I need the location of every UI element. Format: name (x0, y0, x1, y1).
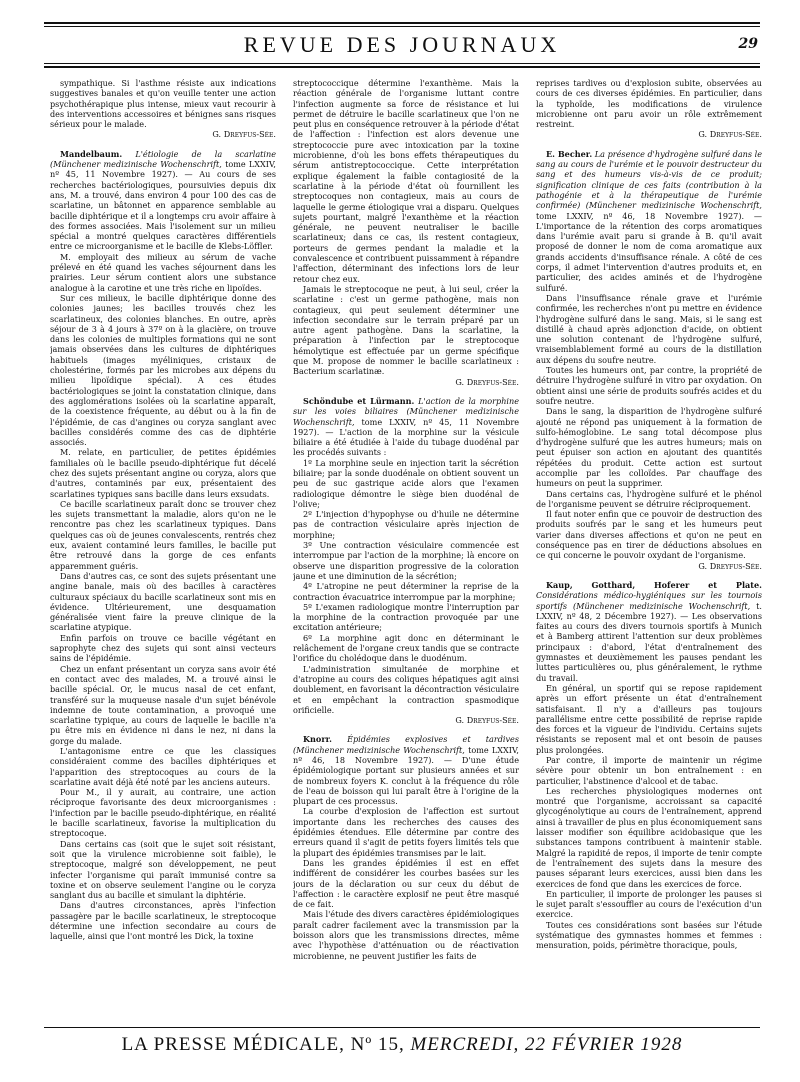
article-body: tome LXXIV, nº 46, 18 Novembre 1927). — D'une étude épidémiologique portant sur plusieurs années et sur de nombreux foyers K. conclut à la fréquence du rôle de l'eau de boisson qui lui paraît être à l'origine de la plupart de ces processus. (293, 744, 519, 807)
article-title: Considérations médico-hygiéniques sur les tournois sportifs (536, 590, 762, 611)
paragraph: Il faut noter enfin que ce pouvoir de destruction des produits soufrés par le sang et les humeurs peut varier dans diverses affections et qu'on ne peut en conséquence pas en tirer de déductions absolues en ce qui concerne le pouvoir oxydant de l'organisme. (536, 509, 762, 561)
article-title: L'étiologie de la scarlatine (135, 148, 276, 159)
article-paragraph (293, 396, 519, 458)
article-body: tome LXXIV, nº 45, 11 Novembre 1927). — Au cours de ses recherches bactériologiques, poursuivies depuis dix ans, M. a trouvé, dans environ 4 pour 100 des cas de scarlatine, un bâtonnet en apparence semblable au bacille diphtérique et il a longtemps cru avoir affaire à des formes associées. Mais l'isolement sur un milieu spécial a montré quelques caractères différentiels entre ce microorganisme et le bacille de Klebs-Löffler. (50, 159, 276, 252)
signature: G. Dreyfus-Sée. (455, 715, 519, 726)
article-paragraph (293, 734, 519, 806)
paragraph: Toutes les humeurs ont, par contre, la propriété de détruire l'hydrogène sulfuré in vitro par oxydation. On obtient ainsi une série de produits soufrés acides et du soufre neutre. (536, 365, 762, 406)
article-author: Kaup, Gotthard, Hoferer et Plate. (546, 579, 762, 590)
paragraph: M. relate, en particulier, de petites épidémies familiales où le bacille pseudo-diphtérique fut décelé chez des sujets présentant angine ou coryza, alors que d'autres, contaminés par eux, présentaient des scarlatines typiques sans bacille dans leurs exsudats. (50, 447, 276, 499)
paragraph: 3º Une contraction vésiculaire commencée est interrompue par l'action de la morphine; là encore on observe une disparition progressive de la coloration jaune et une diminution de la sécrétion; (293, 540, 519, 581)
paragraph: 4º L'atropine ne peut déterminer la reprise de la contraction évacuatrice interrompue par la morphine; (293, 581, 519, 602)
paragraph: En général, un sportif qui se repose rapidement après un effort présente un état d'entraînement satisfaisant. Il n'y a d'ailleurs pas toujours parallélisme entre cette possibilité de reprise rapide des forces et la vigueur de l'individu. Certains sujets résistants se reposent mal et ont besoin de pauses plus prolongées. (536, 682, 762, 755)
footer-date: MERCREDI, 22 FÉVRIER 1928 (410, 1034, 683, 1055)
page-number: 29 (738, 36, 758, 52)
paragraph: Par contre, il importe de maintenir un régime sévère pour obtenir un bon entraînement : en particulier, l'abstinence d'alcool et de tabac. (536, 755, 762, 786)
article-paragraph (50, 149, 276, 252)
paragraph: 2º L'injection d'hypophyse ou d'huile ne détermine pas de contraction vésiculaire après injection de morphine; (293, 509, 519, 540)
column-3 (536, 78, 762, 1026)
paragraph: 5º L'examen radiologique montre l'interruption par la morphine de la contraction provoquée par une excitation antérieure; (293, 601, 519, 633)
column-1 (50, 78, 276, 1026)
article-title: La présence d'hydrogène sulfuré dans le sang au cours de l'urémie et le pouvoir destructeur du sang et des humeurs vis-à-vis de ce produit; signification clinique de ces faits (contribution à la pathogénie et à la thérapeutique de l'urémie confirmée) (536, 148, 762, 211)
paragraph: Dans certains cas, l'hydrogène sulfuré et le phénol de l'organisme peuvent se détruire réciproquement. (536, 488, 762, 509)
paragraph: sympathique. Si l'asthme résiste aux indications suggestives banales et qu'on veuille tenter une action psychothérapique plus intense, mieux vaut recourir à des interventions accessoires et bénignes sans risques sérieux pour le malade. (50, 78, 276, 130)
paragraph: Chez un enfant présentant un coryza sans avoir été en contact avec des malades, M. a trouvé ainsi le bacille spécial. Or, le mucus nasal de cet enfant, transféré sur la muqueuse nasale d'un sujet bénévole indemne de toute contamination, a provoqué une scarlatine typique, au cours de laquelle le bacille n'a pu être mis en évidence ni dans le nez, ni dans la gorge du malade. (50, 663, 276, 746)
paragraph: Les recherches physiologiques modernes ont montré que l'organisme, accroissant sa capacité glycogénolytique au cours de l'entraînement, apprend ainsi à travailler de plus en plus économiquement sans laisser modifier son équilibre acidobasique que les substances tampons contribuent à maintenir stable. Malgré la rapidité de repos, il importe de tenir compte de l'entraînement des sujets dans la mesure des pauses séparant leurs exercices, aussi bien dans les exercices de fond que dans les exercices de force. (536, 785, 762, 889)
signature: G. Dreyfus-Sée. (455, 376, 519, 387)
article-author: Mandelbaum. (60, 148, 123, 159)
paragraph: Enfin parfois on trouve ce bacille végétant en saprophyte chez des sujets qui sont ainsi vecteurs sains de l'épidémie. (50, 632, 276, 664)
header-rule-bottom-thick (44, 66, 760, 68)
page-footer (44, 1034, 760, 1056)
signature: G. Dreyfus-Sée. (698, 129, 762, 140)
text-columns (50, 78, 762, 1026)
signature: G. Dreyfus-Sée. (698, 560, 762, 571)
paragraph: Ce bacille scarlatineux paraît donc se trouver chez les sujets transmettant la maladie, alors qu'on ne le rencontre pas chez les scarlatineux typiques. Dans quelques cas où de jeunes convalescents, rentrés chez eux, avaient contaminé leurs familles, le bacille put être retrouvé dans la gorge de ces enfants apparemment guéris. (50, 498, 276, 571)
paragraph: M. employait des milieux au sérum de vache prélevé en été quand les vaches séjournent dans les prairies. Leur sérum contient alors une substance analogue à la carotine et une très riche en lipoïdes. (50, 251, 276, 293)
paragraph: En particulier, il importe de prolonger les pauses si le sujet paraît s'essouffler au cours de l'exécution d'un exercice. (536, 888, 762, 920)
paragraph: Dans l'insuffisance rénale grave et l'urémie confirmée, les recherches n'ont pu mettre en évidence l'hydrogène sulfuré dans le sang. Mais, si le sang est distillé à chaud après adjonction d'acide, on obtient une solution contenant de l'hydrogène sulfuré, vraisemblablement formé au cours de la distillation aux dépens du soufre neutre. (536, 292, 762, 365)
paragraph: 1º La morphine seule en injection tarit la sécrétion biliaire; par la sonde duodénale on obtient souvent un peu de suc gastrique acide alors que l'examen radiologique démontre le siège bien duodénal de l'olive; (293, 457, 519, 509)
paragraph: Pour M., il y aurait, au contraire, une action réciproque favorisante des deux microorganismes : l'infection par le bacille pseudo-diphtérique, en réalité le bacille scarlatineux, favorise la multiplication du streptocoque. (50, 787, 276, 839)
footer-journal: LA PRESSE MÉDICALE, Nº 15, (121, 1034, 405, 1055)
column-2 (293, 78, 519, 1026)
article-journal: (Münchener medizinische Wochenschrift, (573, 600, 751, 611)
article-journal: (Münchener medizinische Wochenschrift, (585, 200, 762, 211)
article-body: tome LXXIV, nº 45, 11 Novembre 1927). — L'action de la morphine sur la vésicule biliaire a été étudiée à l'aide du tubage duodénal par les procédés suivants : (293, 416, 519, 458)
article-author: Schöndube et Lürmann. (303, 395, 415, 406)
article-author: E. Becher. (546, 148, 593, 159)
paragraph: Dans les grandes épidémies il est en effet indifférent de considérer les courbes basées sur les jours de la déclaration ou sur ceux du début de l'affection : le caractère explosif ne peut être masqué de ce fait. (293, 857, 519, 910)
header-rule-bottom (44, 63, 760, 64)
article-paragraph (536, 580, 762, 683)
paragraph: Toutes ces considérations sont basées sur l'étude systématique des gymnastes hommes et femmes : mensuration, poids, périmètre thoracique, pouls, (536, 919, 762, 951)
header-rule-top (44, 22, 760, 24)
article-body: t. LXXIV, nº 48, 2 Décembre 1927). — Les observations faites au cours des divers tournois sportifs à Munich et à Bamberg attirent l'attention sur deux problèmes principaux : d'abord, l'état d'entraînement des gymnastes et deuxièmement les pauses pendant les luttes particulières ou, plus généralement, le rythme du travail. (536, 600, 762, 683)
signature: G. Dreyfus-Sée. (212, 129, 276, 140)
paragraph: Dans d'autres cas, ce sont des sujets présentant une angine banale, mais où des bacilles à caractères culturaux spéciaux du bacille scarlatineux sont mis en évidence. Ultérieurement, une desquamation généralisée vient faire la preuve clinique de la scarlatine atypique. (50, 570, 276, 633)
article-paragraph (536, 149, 762, 293)
article-journal: (Münchener medizinische Wochenschrift, (293, 406, 519, 427)
article-body: tome LXXIV, nº 46, 18 Novembre 1927). — L'importance de la rétention des corps aromatiques dans l'urémie avait paru si grande à B. qu'il avait proposé de donner le nom de coma aromatique aux grands accidents d'insuffisance rénale. A côté de ces corps, il admet l'intervention d'autres produits et, en particulier, des acides aminés et de l'hydrogène sulfuré. (536, 210, 762, 293)
paragraph: L'administration simultanée de morphine et d'atropine au cours des coliques hépatiques agit ainsi doublement, en favorisant la décontraction vésiculaire et en empêchant la contraction spasmodique orificielle. (293, 663, 519, 715)
paragraph: Dans d'autres circonstances, après l'infection passagère par le bacille scarlatineux, le streptocoque détermine une infection secondaire au cours de laquelle, ainsi que l'ont montré les Dick, la toxine (50, 900, 276, 942)
paragraph: Dans le sang, la disparition de l'hydrogène sulfuré ajouté ne répond pas uniquement à la formation de sulfo-hémoglobine. Le sang total décompose plus d'hydrogène sulfuré que les autres humeurs; mais on peut épuiser son action en ajoutant des quantités répétées du produit. Cette action est surtout accomplie par les colloïdes. Par chauffage des humeurs on peut la supprimer. (536, 406, 762, 489)
article-journal: (Münchener medizinische Wochenschrift, (50, 159, 222, 170)
paragraph: Mais l'étude des divers caractères épidémiologiques paraît cadrer facilement avec la transmission par la boisson alors que les transmissions directes, même avec l'hypothèse d'atténuation ou de réactivation microbienne, ne peuvent justifier les faits de (293, 909, 519, 961)
article-journal: (Münchener medizinische Wochenschrift, (293, 744, 465, 755)
article-title: Épidémies explosives et tardives (347, 734, 519, 745)
paragraph: Jamais le streptocoque ne peut, à lui seul, créer la scarlatine : c'est un germe pathogène, mais non contagieux, qui peut seulement déterminer une infection secondaire sur le terrain préparé par un autre agent pathogène. Dans la scarlatine, la préparation à l'infection par le streptocoque hémolytique est effectuée par un germe spécifique que M. propose de nommer le bacille scarlatineux : Bacterium scarlatinæ. (293, 283, 519, 377)
header-rule-top-thin (44, 26, 760, 27)
paragraph: L'antagonisme entre ce que les classiques considéraient comme des bacilles diphtériques et l'apparition des streptocoques au cours de la scarlatine avait déjà été noté par les anciens auteurs. (50, 746, 276, 787)
paragraph: streptococcique détermine l'exanthème. Mais la réaction générale de l'organisme luttant contre l'infection augmente sa force de résistance et lui permet de détruire le bacille scarlatineux que l'on ne peut plus en conséquence retrouver à la période d'état de l'affection : l'infection est alors devenue une streptococcie pure avec intoxication par la toxine microbienne, d'où les bons effets thérapeutiques du sérum antistreptococcique. Cette interprétation explique également la faible contagiosité de la scarlatine à la période d'état où fournillent les streptocoques non contagieux, mais au cours de laquelle le germe étiologique vrai a disparu. Quelques sujets pourtant, malgré l'exanthème et la réaction générale, ne peuvent neutraliser le bacille scarlatineux; dans ce cas, ils restent contagieux, porteurs de germes pendant la maladie et la convalescence et contribuent puissamment à répandre l'affection, déterminant des infections lors de leur retour chez eux. (293, 78, 519, 284)
paragraph: La courbe d'explosion de l'affection est surtout importante dans les recherches des causes des épidémies étendues. Elle détermine par contre des erreurs quand il s'agit de petits foyers limités tels que la plupart des épidémies transmises par le lait. (293, 806, 519, 858)
article-title: L'action de la morphine sur les voies biliaires (293, 395, 519, 417)
paragraph: Dans certains cas (soit que le sujet soit résistant, soit que la virulence microbienne soit faible), le streptocoque, malgré son développement, ne peut infecter l'organisme qui paraît immunisé contre sa toxine et on observe seulement l'angine ou le coryza sanglant dus au bacille et simulant la diphtérie. (50, 838, 276, 901)
paragraph: Sur ces milieux, le bacille diphtérique donne des colonies jaunes; les bacilles trouvés chez les scarlatineux, des colonies blanches. En outre, après séjour de 3 à 4 jours à 37º on à la glacière, on trouve dans les colonies de multiples formations qui ne sont jamais observées dans les cultures de diphtériques habituels (images myéliniques, cristaux de cholestérine, formés par les microbes aux dépens du milieu lipoïdique spécial). A ces études bactériologiques se joint la constatation clinique, dans des agglomérations isolées où la scarlatine apparaît, de la coexistence fréquente, au début ou à la fin de l'épidémie, de cas d'angines ou coryza sanglant avec bacilles considérés comme des cas de diphtérie associés. (50, 292, 276, 448)
article-author: Knorr. (303, 734, 332, 745)
paragraph: 6º La morphine agit donc en déterminant le relâchement de l'organe creux tandis que se contracte l'orifice du cholédoque dans le duodénum. (293, 632, 519, 664)
paragraph: reprises tardives ou d'explosion subite, observées au cours de ces diverses épidémies. En particulier, dans la typhoïde, les modifications de virulence microbienne ont paru avoir un rôle extrêmement restreint. (536, 78, 762, 130)
running-head-title: REVUE DES JOURNAUX (243, 32, 561, 57)
footer-rule (44, 1027, 760, 1028)
